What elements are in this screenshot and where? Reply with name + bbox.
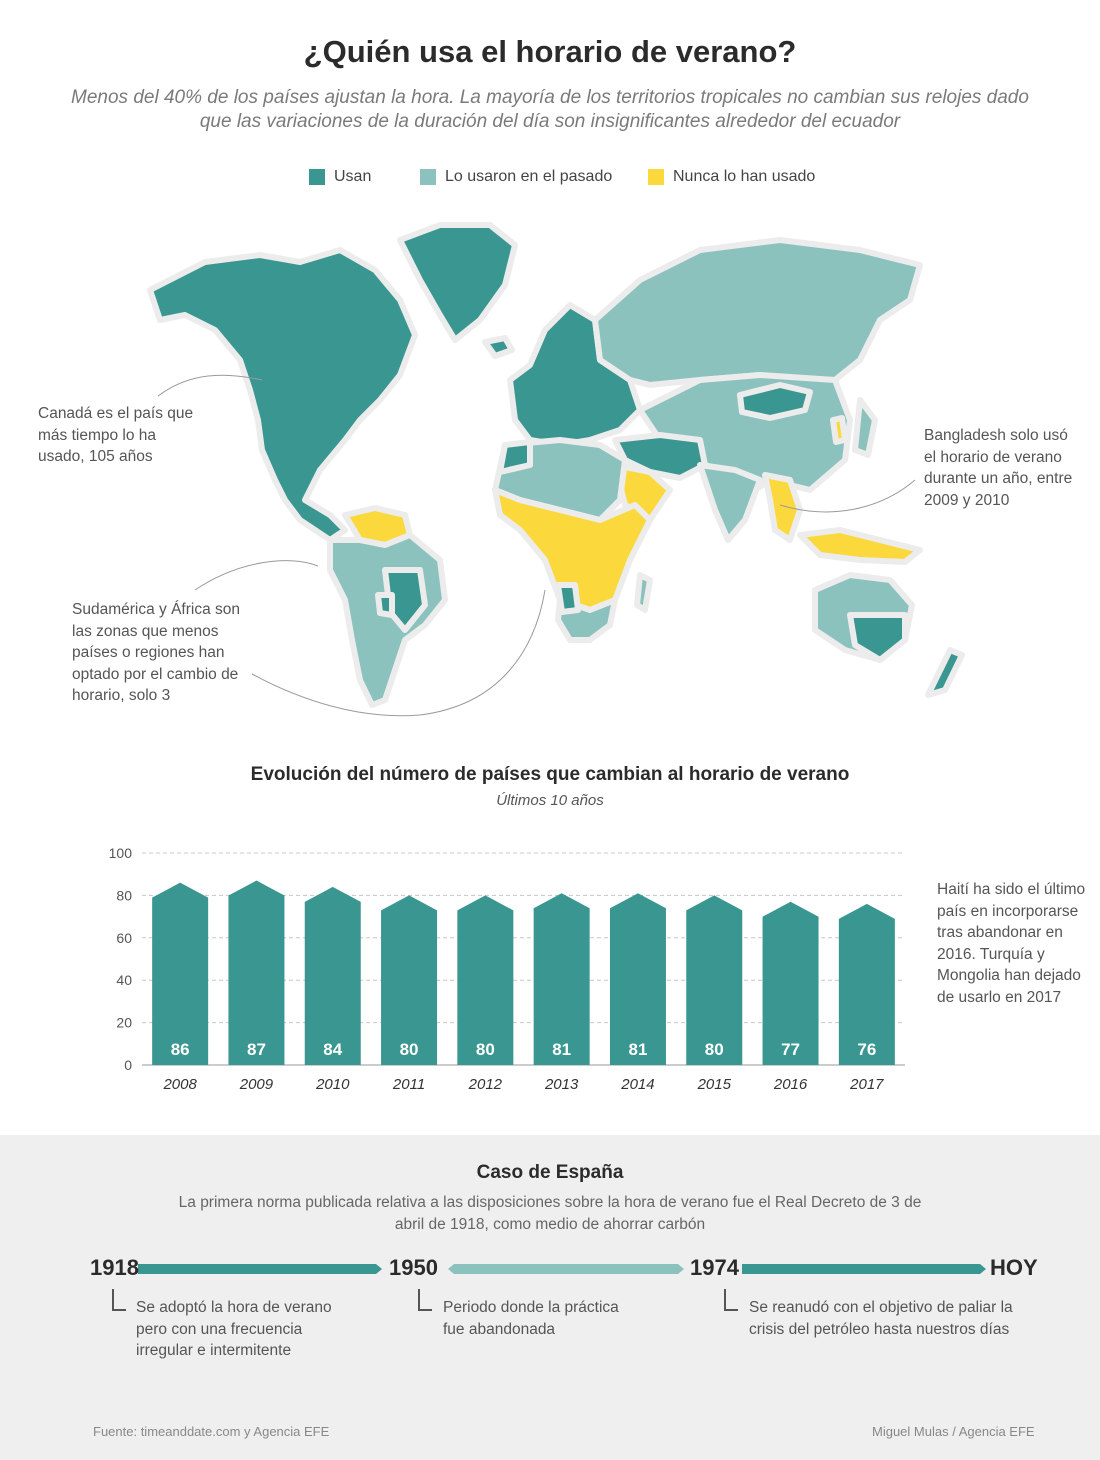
timeline-bracket [112,1289,126,1311]
bar-2009 [228,881,284,1065]
bangladesh-note: Bangladesh solo usó el horario de verano durante un año, entre 2009 y 2010 [924,427,1073,509]
north-america-shape [150,250,415,540]
bar-2008 [152,883,208,1065]
x-tick-label: 2010 [316,1076,350,1093]
sudamerica-note: Sudamérica y África son las zonas que menos países o regiones han optado por el cambio de horario, solo 3 [72,601,240,704]
greenland-shape [400,225,515,340]
timeline-note-2: Periodo donde la práctica fue abandonada [443,1299,619,1338]
timeline-arrow-2 [448,1264,684,1274]
x-tick-label: 2008 [163,1076,197,1093]
timeline-note-3: Se reanudó con el objetivo de paliar la crisis del petróleo hasta nuestros días [749,1299,1013,1338]
namibia-shape [558,585,578,612]
y-tick-label: 0 [124,1057,132,1073]
bar-2010 [305,887,361,1065]
japan-shape [855,400,875,455]
timeline-year-1918: 1918 [90,1255,139,1280]
world-map [0,205,1100,745]
timeline-bracket [418,1289,432,1311]
new-zealand-shape [928,650,962,695]
chart-title: Evolución del número de países que cambian al horario de verano [250,764,850,785]
bar-value-label: 81 [552,1040,572,1059]
x-tick-label: 2015 [697,1076,731,1093]
bar-value-label: 77 [781,1040,801,1059]
y-tick-label: 60 [116,929,132,946]
timeline-note-1: Se adoptó la hora de verano pero con una frecuencia irregular e intermitente [136,1299,332,1359]
footer-source: Fuente: timeanddate.com y Agencia EFE [93,1424,330,1439]
x-tick-label: 2016 [773,1076,808,1093]
legend-label: Usan [334,168,372,185]
legend-label: Lo usaron en el pasado [445,168,613,185]
iceland-shape [485,338,512,356]
map-legend [0,168,1100,190]
x-tick-label: 2011 [392,1076,426,1093]
chart-note: Haití ha sido el último país en incorporarse tras abandonar en 2016. Turquía y Mongolia han dejado de usarlo en 2017 [937,881,1086,1006]
x-tick-label: 2009 [239,1076,274,1093]
madagascar-shape [637,575,650,610]
legend-item-nunca [648,168,815,186]
timeline-arrow-1 [138,1264,382,1274]
legend-label: Nunca lo han usado [673,168,816,185]
bar-value-label: 80 [399,1040,419,1059]
korea-shape [833,418,845,442]
x-tick-label: 2013 [544,1076,579,1093]
timeline-year-1974: 1974 [690,1255,739,1280]
legend-swatch-usan [309,169,325,185]
legend-swatch-pasado [420,169,436,185]
paraguay-shape [378,595,392,615]
y-tick-label: 20 [116,1014,132,1031]
y-tick-label: 100 [108,845,132,861]
spain-section [0,1135,1100,1460]
bar-value-label: 81 [628,1040,648,1059]
timeline-bracket [724,1289,738,1311]
page-subtitle: Menos del 40% de los países ajustan la hora. La mayoría de los territorios tropicales no cambian sus relojes dado que las variaciones de la duración del día son insignificantes alrededor del ecuador [71,87,1029,132]
bar-value-label: 87 [246,1040,266,1059]
x-tick-label: 2014 [621,1076,655,1093]
y-tick-label: 40 [116,972,132,989]
bar-chart [0,830,930,1110]
chart-subtitle: Últimos 10 años [496,792,604,809]
bar-value-label: 80 [475,1040,495,1059]
legend-item-pasado [420,168,612,186]
timeline-arrow-3 [742,1264,986,1274]
y-tick-label: 80 [116,887,132,904]
bar-value-label: 76 [857,1040,877,1059]
sudamerica-leader-line [195,561,318,590]
india-shape [700,465,760,540]
bar-value-label: 80 [704,1040,724,1059]
bar-value-label: 86 [170,1040,190,1059]
page-title: ¿Quién usa el horario de verano? [303,34,797,69]
indonesia-shape [800,530,920,562]
timeline-year-hoy: HOY [990,1255,1038,1280]
mongolia-shape [740,385,810,418]
morocco-shape [500,442,530,472]
south-america-shape [330,535,445,705]
spain-text: La primera norma publicada relativa a las disposiciones sobre la hora de verano fue el Real Decreto de 3 de abril de 1918, como medio de ahorrar carbón [178,1194,922,1233]
x-tick-label: 2012 [468,1076,503,1093]
spain-title: Caso de España [476,1162,624,1183]
x-tick-label: 2017 [850,1076,884,1093]
timeline-arrows [0,1261,1100,1277]
bar-value-label: 84 [323,1040,343,1059]
timeline-year-1950: 1950 [389,1255,438,1280]
legend-swatch-nunca [648,169,664,185]
canada-note: Canadá es el país que más tiempo lo ha usado, 105 años [38,405,194,465]
footer-credit: Miguel Mulas / Agencia EFE [872,1424,1035,1439]
russia-shape [595,240,920,385]
legend-item-usan [309,168,371,186]
